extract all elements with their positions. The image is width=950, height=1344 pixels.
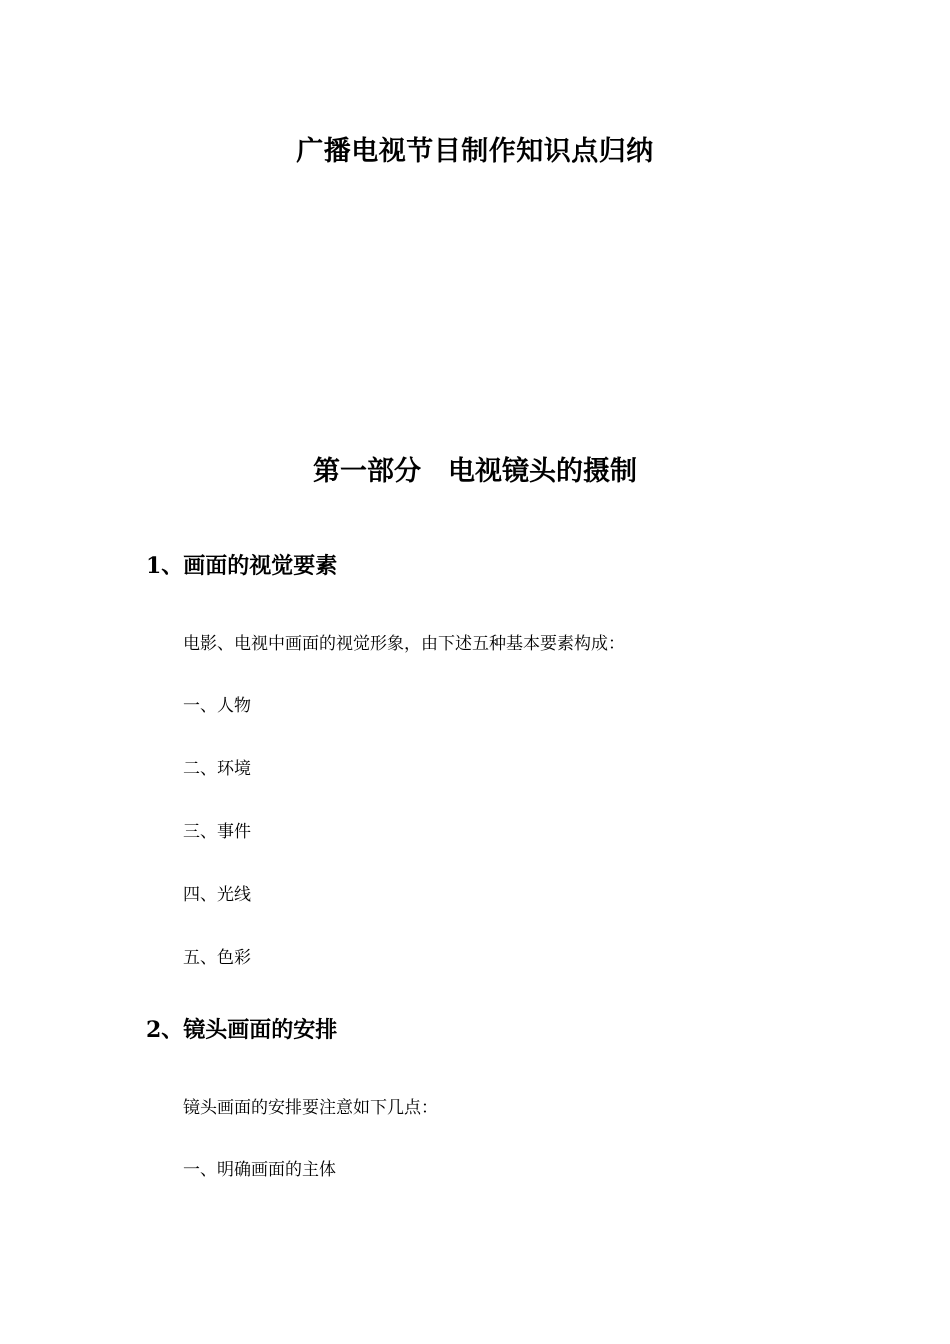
paragraph-intro-1: 电影、电视中画面的视觉形象，由下述五种基本要素构成： [183,634,625,654]
list-item: 二、环境 [183,759,251,779]
list-item: 一、明确画面的主体 [183,1160,336,1180]
section-heading-1: 1、画面的视觉要素 [146,553,338,579]
section-heading-2: 2、镜头画面的安排 [146,1017,338,1043]
document-title: 广播电视节目制作知识点归纳 [296,136,654,167]
list-item: 四、光线 [183,885,251,905]
list-item: 三、事件 [183,822,251,842]
paragraph-intro-2: 镜头画面的安排要注意如下几点： [183,1098,438,1118]
list-item: 五、色彩 [183,948,251,968]
part-title: 第一部分 电视镜头的摄制 [313,456,637,487]
list-item: 一、人物 [183,696,251,716]
